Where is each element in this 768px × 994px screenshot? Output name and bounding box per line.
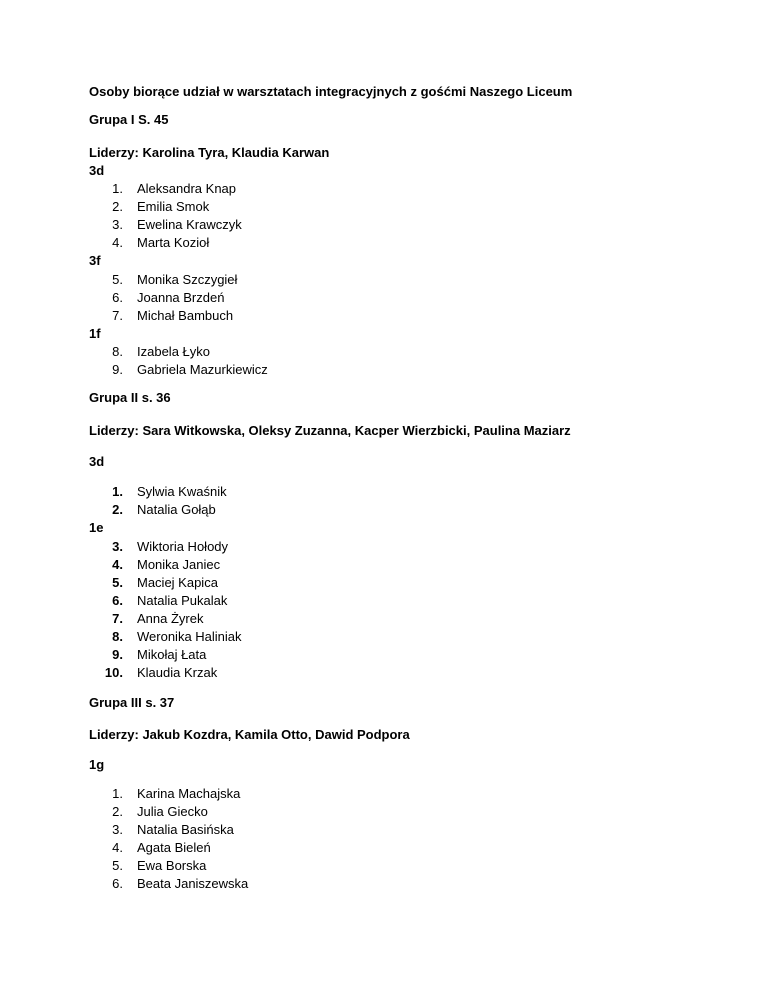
group-heading: Grupa I S. 45 [89, 112, 169, 127]
item-number: 6. [112, 593, 123, 608]
list-item [89, 822, 489, 838]
member-name: Ewa Borska [137, 858, 207, 873]
list-item [89, 647, 489, 663]
item-number: 7. [112, 611, 123, 626]
member-name: Aleksandra Knap [137, 181, 237, 196]
list-item [89, 665, 489, 681]
item-number: 10. [104, 665, 123, 680]
item-number: 1. [112, 181, 123, 196]
member-name: Julia Giecko [137, 804, 208, 819]
item-number: 5. [112, 272, 123, 287]
item-number: 9. [112, 647, 123, 662]
group-heading: Grupa II s. 36 [89, 390, 171, 405]
member-name: Mikołaj Łata [137, 647, 207, 662]
item-number: 3. [112, 217, 123, 232]
member-name: Karina Machajska [137, 786, 241, 801]
item-number: 8. [112, 629, 123, 644]
list-item [89, 629, 489, 645]
list-item [89, 786, 489, 802]
list-item [89, 308, 489, 324]
member-name: Natalia Gołąb [137, 502, 216, 517]
member-name: Marta Kozioł [137, 235, 210, 250]
item-number: 2. [112, 804, 123, 819]
list-item [89, 593, 489, 609]
class-label: 1f [89, 326, 101, 341]
list-item [89, 840, 489, 856]
list-item [89, 181, 489, 197]
item-number: 3. [112, 539, 123, 554]
member-name: Joanna Brzdeń [137, 290, 225, 305]
item-number: 2. [112, 502, 123, 517]
class-label: 3d [89, 454, 105, 469]
list-item [89, 484, 489, 500]
list-item [89, 199, 489, 215]
item-number: 8. [112, 344, 123, 359]
document-title: Osoby biorące udział w warsztatach integracyjnych z gośćmi Naszego Liceum [89, 84, 573, 99]
group-leaders: Liderzy: Jakub Kozdra, Kamila Otto, Dawid Podpora [89, 727, 410, 742]
member-name: Natalia Basińska [137, 822, 234, 837]
member-name: Ewelina Krawczyk [137, 217, 242, 232]
member-name: Monika Szczygieł [137, 272, 238, 287]
item-number: 9. [112, 362, 123, 377]
list-item [89, 344, 489, 360]
item-number: 3. [112, 822, 123, 837]
member-name: Gabriela Mazurkiewicz [137, 362, 268, 377]
member-name: Klaudia Krzak [137, 665, 218, 680]
member-name: Wiktoria Hołody [137, 539, 229, 554]
list-item [89, 235, 489, 251]
item-number: 1. [112, 484, 123, 499]
class-label: 1g [89, 757, 105, 772]
member-name: Maciej Kapica [137, 575, 218, 590]
list-item [89, 539, 489, 555]
member-name: Anna Żyrek [137, 611, 204, 626]
member-name: Michał Bambuch [137, 308, 234, 323]
item-number: 4. [112, 235, 123, 250]
item-number: 5. [112, 575, 123, 590]
group-leaders: Liderzy: Karolina Tyra, Klaudia Karwan [89, 145, 330, 160]
group-heading: Grupa III s. 37 [89, 695, 175, 710]
class-label: 3d [89, 163, 105, 178]
member-name: Agata Bieleń [137, 840, 211, 855]
item-number: 5. [112, 858, 123, 873]
item-number: 4. [112, 557, 123, 572]
item-number: 6. [112, 290, 123, 305]
list-item [89, 557, 489, 573]
list-item [89, 804, 489, 820]
item-number: 7. [112, 308, 123, 323]
member-name: Beata Janiszewska [137, 876, 249, 891]
list-item [89, 290, 489, 306]
member-name: Emilia Smok [137, 199, 210, 214]
list-item [89, 362, 489, 378]
class-label: 3f [89, 253, 101, 268]
item-number: 6. [112, 876, 123, 891]
class-label: 1e [89, 520, 104, 535]
list-item [89, 575, 489, 591]
list-item [89, 858, 489, 874]
member-name: Weronika Haliniak [137, 629, 242, 644]
list-item [89, 876, 489, 892]
member-name: Sylwia Kwaśnik [137, 484, 227, 499]
list-item [89, 272, 489, 288]
list-item [89, 611, 489, 627]
item-number: 1. [112, 786, 123, 801]
list-item [89, 502, 489, 518]
group-leaders: Liderzy: Sara Witkowska, Oleksy Zuzanna, Kacper Wierzbicki, Paulina Maziarz [89, 423, 571, 438]
member-name: Natalia Pukalak [137, 593, 228, 608]
list-item [89, 217, 489, 233]
member-name: Monika Janiec [137, 557, 221, 572]
item-number: 4. [112, 840, 123, 855]
item-number: 2. [112, 199, 123, 214]
member-name: Izabela Łyko [137, 344, 210, 359]
